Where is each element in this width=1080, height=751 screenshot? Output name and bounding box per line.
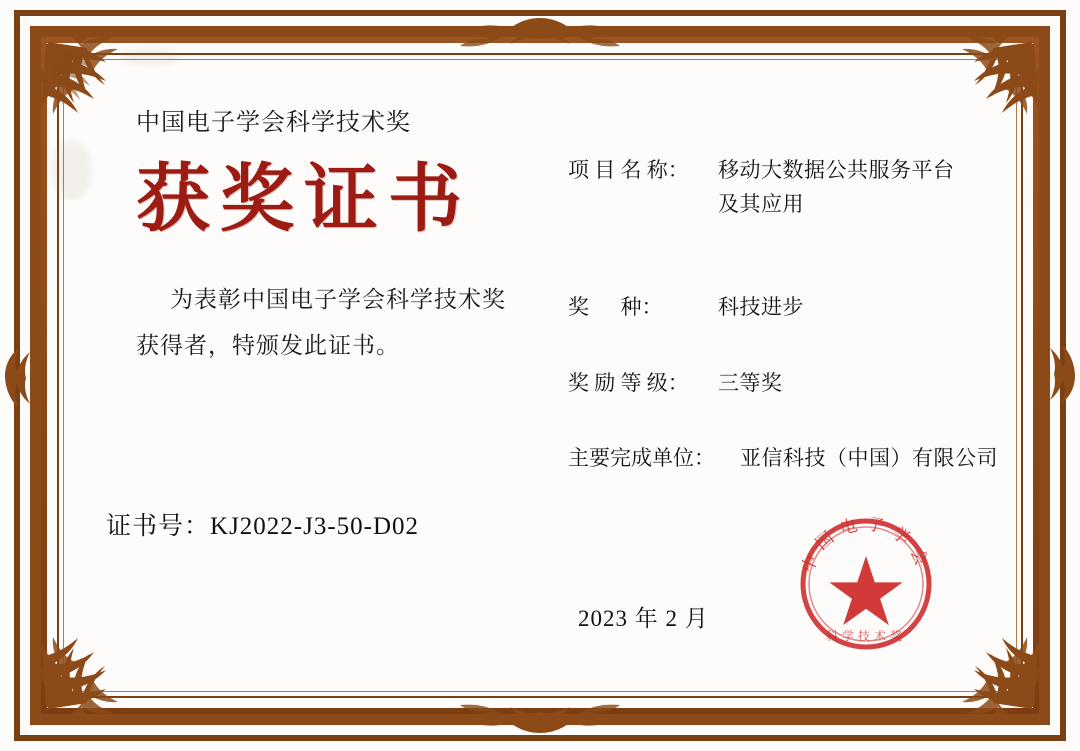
field-award-level (568, 367, 998, 401)
official-seal-icon (790, 508, 942, 660)
issue-date: 2023 年 2 月 (578, 606, 709, 631)
issuing-organization: 中国电子学会科学技术奖 (136, 110, 411, 136)
certificate-right-column (568, 154, 998, 476)
field-main-organization (568, 442, 998, 476)
field-project-name (568, 154, 998, 221)
field-main-organization-value: 亚信科技（中国）有限公司 (740, 446, 998, 471)
field-award-type (568, 291, 998, 325)
field-award-type-label: 奖 种： (568, 295, 663, 320)
field-project-name-value-line2: 及其应用 (718, 191, 804, 216)
certificate-body (136, 277, 538, 369)
certificate-number (106, 506, 419, 542)
field-project-name-value (718, 154, 998, 221)
svg-text:中国电子学会: 中国电子学会 (797, 513, 935, 576)
certificate-number-label: 证书号： (106, 513, 211, 540)
body-line-1: 为表彰中国电子学会科学技术奖 (170, 286, 506, 312)
body-line-2: 获得者，特颁发此证书。 (136, 332, 400, 358)
field-project-name-value-line1: 移动大数据公共服务平台 (718, 158, 955, 182)
field-award-type-value: 科技进步 (718, 295, 804, 320)
field-main-organization-label: 主要完成单位： (568, 446, 715, 471)
svg-text:科学技术奖: 科学技术奖 (825, 629, 907, 643)
certificate-title: 获奖证书 (136, 156, 472, 242)
certificate-number-value: KJ2022-J3-50-D02 (210, 513, 420, 540)
field-project-name-label: 项 目 名 称： (568, 158, 689, 182)
field-award-level-value: 三等奖 (718, 370, 783, 395)
certificate-left-column (108, 102, 538, 369)
field-award-level-label: 奖 励 等 级： (568, 370, 689, 395)
certificate-content (78, 76, 1002, 675)
